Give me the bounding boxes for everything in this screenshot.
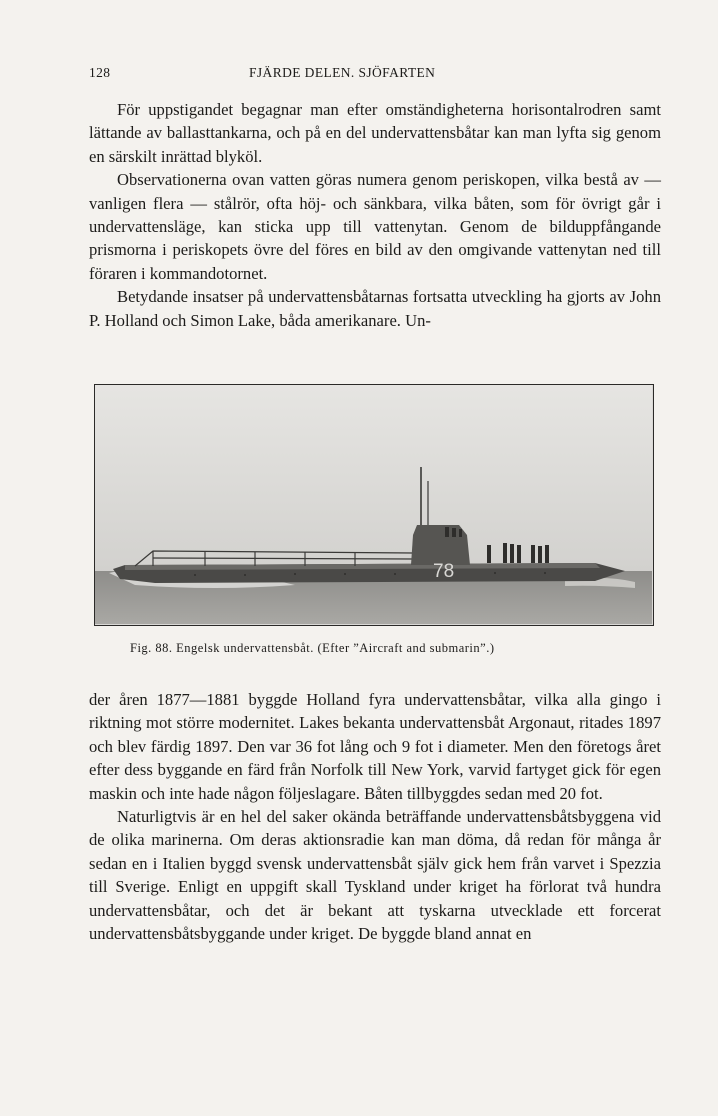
text-block-bottom (89, 688, 661, 945)
figure-caption: Fig. 88. Engelsk undervattensbåt. (Efter ”Aircraft and submarin”.) (130, 641, 495, 655)
paragraph: Betydande insatser på undervattensbåtarnas fortsatta utveckling ha gjorts av John P. Holland och Simon Lake, båda amerikanare. Un- (89, 287, 661, 330)
page-number: 128 (89, 65, 111, 80)
submarine-illustration (95, 385, 652, 624)
running-title: FJÄRDE DELEN. SJÖFARTEN (249, 65, 436, 80)
submarine-photograph (94, 384, 654, 626)
paragraph: Naturligtvis är en hel del saker okända beträffande undervattensbåtsbyggena vid de olika marinerna. Om deras aktionsradie kan man döma, då redan för många år sedan en i Italien byggd svensk undervattensbåt själv gick hem från varvet i Spezzia till Sverige. Enligt en uppgift skall Tyskland under kriget ha förlorat två hundra undervattensbåtar, och det är bekant att tyskarna utvecklade ett forcerat undervattensbåtsbyggande under kriget. De byggde bland annat en (89, 807, 661, 944)
paragraph: der åren 1877—1881 byggde Holland fyra undervattensbåtar, vilka alla gingo i riktning mot större modernitet. Lakes bekanta undervattensbåt Argonaut, ritades 1897 och blev färdig 1897. Den var 36 fot lång och 9 fot i diameter. Men den företogs året efter dess byggande en färd från Norfolk till New York, varvid fartyget gick för egen maskin och inte hade någon följeslagare. Båten tillbyggdes sedan med 20 fot. (89, 690, 661, 803)
paragraph: För uppstigandet begagnar man efter omständigheterna horisontalrodren samt lättande av ballasttankarna, och på en del undervattensbåtar kan man lyfta sig genom en särskilt inrättad blyköl. (89, 100, 661, 166)
text-block-top (89, 98, 661, 332)
paragraph: Observationerna ovan vatten göras numera genom periskopen, vilka bestå av — vanligen flera — stålrör, ofta höj- och sänkbara, vilka båten, som för övrigt går i undervattensläge, kan sticka upp till vattenytan. Genom de bilduppfångande prismorna i periskopets övre del föres en bild av den omgivande vattenytan ned till föraren i kommandotornet. (89, 170, 661, 283)
hull-number: 78 (433, 561, 455, 582)
page-header (89, 65, 669, 85)
